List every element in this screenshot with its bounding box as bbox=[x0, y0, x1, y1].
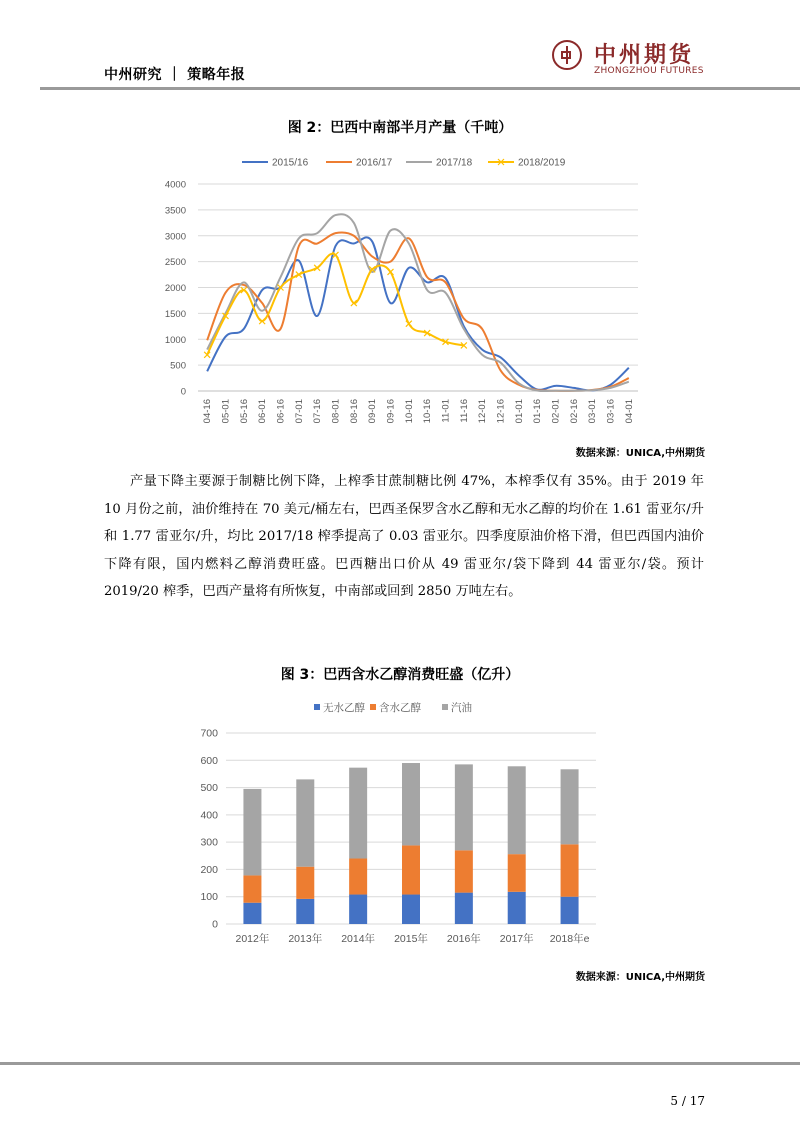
legend-swatch bbox=[370, 704, 376, 710]
bar-segment bbox=[349, 859, 367, 895]
x-tick-label: 01-01 bbox=[513, 399, 525, 424]
legend-label: 汽油 bbox=[451, 702, 472, 714]
y-tick-label: 100 bbox=[200, 891, 218, 904]
legend-label: 2017/18 bbox=[436, 157, 473, 169]
header-divider bbox=[40, 87, 800, 90]
y-tick-label: 2500 bbox=[164, 257, 186, 269]
y-tick-label: 1500 bbox=[164, 308, 186, 320]
x-tick-label: 09-01 bbox=[367, 399, 379, 424]
y-tick-label: 1000 bbox=[164, 334, 186, 346]
x-tick-label: 03-01 bbox=[587, 399, 599, 424]
bar-segment bbox=[402, 845, 420, 894]
x-tick-label: 11-01 bbox=[440, 399, 452, 423]
bar-segment bbox=[296, 899, 314, 924]
y-tick-label: 700 bbox=[200, 727, 218, 740]
bar-segment bbox=[455, 764, 473, 850]
legend-swatch bbox=[442, 704, 448, 710]
bar-segment bbox=[561, 897, 579, 924]
series-line bbox=[207, 214, 629, 391]
bar-segment bbox=[455, 850, 473, 892]
line-chart-brazil-production bbox=[150, 148, 650, 440]
x-tick-label: 12-01 bbox=[477, 399, 489, 424]
logo-chinese-text: 中州期货 bbox=[594, 43, 695, 68]
x-tick-label: 02-01 bbox=[550, 399, 562, 424]
y-tick-label: 300 bbox=[200, 836, 218, 849]
x-tick-label: 2013年 bbox=[288, 933, 323, 945]
y-tick-label: 200 bbox=[200, 863, 218, 876]
x-tick-label: 07-01 bbox=[293, 399, 305, 424]
x-tick-label: 2016年 bbox=[446, 933, 481, 945]
bar-segment bbox=[508, 892, 526, 924]
x-tick-label: 06-01 bbox=[257, 399, 269, 424]
zhongzhou-logo-icon bbox=[552, 40, 582, 70]
x-tick-label: 08-16 bbox=[348, 399, 360, 424]
x-tick-label: 04-16 bbox=[202, 399, 214, 424]
bar-segment bbox=[243, 875, 261, 902]
series-line bbox=[207, 237, 629, 390]
x-tick-label: 12-16 bbox=[495, 399, 507, 424]
legend-label: 无水乙醇 bbox=[323, 702, 365, 714]
legend-label: 2015/16 bbox=[272, 157, 309, 169]
footer-divider bbox=[0, 1062, 800, 1065]
x-tick-label: 09-16 bbox=[385, 399, 397, 424]
company-logo bbox=[552, 38, 732, 78]
bar-segment bbox=[349, 895, 367, 924]
x-tick-label: 07-16 bbox=[312, 399, 324, 424]
bar-segment bbox=[508, 766, 526, 854]
legend-label: 含水乙醇 bbox=[379, 702, 421, 714]
legend-label: 2018/2019 bbox=[518, 157, 566, 169]
bar-segment bbox=[402, 763, 420, 845]
figure-2-title: 图 2：巴西中南部半月产量（千吨） bbox=[287, 120, 513, 136]
report-header-title: 中州研究 ｜ 策略年报 bbox=[104, 67, 246, 83]
bar-segment bbox=[296, 867, 314, 899]
x-tick-label: 2018年e bbox=[549, 933, 590, 945]
figure-3-title: 图 3：巴西含水乙醇消费旺盛（亿升） bbox=[280, 667, 520, 683]
x-tick-label: 11-16 bbox=[458, 399, 470, 423]
x-tick-label: 02-16 bbox=[568, 399, 580, 424]
bar-segment bbox=[561, 769, 579, 844]
y-tick-label: 4000 bbox=[164, 179, 186, 191]
y-tick-label: 0 bbox=[180, 386, 186, 398]
y-tick-label: 600 bbox=[200, 754, 218, 767]
y-tick-label: 3000 bbox=[164, 231, 186, 243]
figure-2-source: 数据来源：UNICA,中州期货 bbox=[575, 448, 705, 459]
bar-segment bbox=[402, 895, 420, 924]
legend-label: 2016/17 bbox=[356, 157, 393, 169]
x-tick-label: 2014年 bbox=[341, 933, 376, 945]
paragraph-text: 产量下降主要源于制糖比例下降，上榨季甘蔗制糖比例 47%，本榨季仅有 35%。由于 2019 年 10 月份之前，油价维持在 70 美元/桶左右，巴西圣保罗含水乙醇和无水乙醇的均价在 1.61 雷亚尔/升和 1.77 雷亚尔/升，均比 2017/18 榨季提高了 0.03 雷亚尔。四季度原油价格下滑，但巴西国内油价下降有限，国内燃料乙醇消费旺盛。巴西糖出口价从 49 雷亚尔/袋下降到 44 雷亚尔/袋。预计 2019/20 榨季，巴西产量将有所恢复，中南部或回到 2850 万吨左右。 bbox=[104, 474, 704, 600]
page-number: 5 / 17 bbox=[670, 1094, 705, 1108]
figure-3-source: 数据来源：UNICA,中州期货 bbox=[575, 972, 705, 983]
y-tick-label: 500 bbox=[170, 360, 186, 372]
x-tick-label: 2015年 bbox=[394, 933, 428, 945]
bar-segment bbox=[455, 893, 473, 924]
x-tick-label: 06-16 bbox=[275, 399, 287, 424]
y-tick-label: 0 bbox=[212, 918, 218, 931]
bar-segment bbox=[349, 768, 367, 859]
stacked-bar-chart-ethanol-consumption bbox=[190, 696, 610, 956]
x-tick-label: 01-16 bbox=[532, 399, 544, 424]
x-tick-label: 05-16 bbox=[238, 399, 250, 424]
bar-segment bbox=[561, 844, 579, 896]
x-tick-label: 05-01 bbox=[220, 399, 232, 424]
x-tick-label: 10-16 bbox=[422, 399, 434, 424]
x-tick-label: 2012年 bbox=[235, 933, 270, 945]
x-tick-label: 10-01 bbox=[403, 399, 415, 424]
x-tick-label: 2017年 bbox=[499, 933, 534, 945]
y-tick-label: 3500 bbox=[164, 205, 186, 217]
data-point bbox=[388, 269, 394, 275]
x-tick-label: 04-01 bbox=[623, 399, 635, 424]
bar-segment bbox=[508, 854, 526, 892]
y-tick-label: 400 bbox=[200, 809, 218, 822]
bar-segment bbox=[243, 903, 261, 924]
bar-segment bbox=[296, 779, 314, 866]
legend-swatch bbox=[314, 704, 320, 710]
body-paragraph bbox=[104, 468, 704, 606]
x-tick-label: 08-01 bbox=[330, 399, 342, 424]
bar-segment bbox=[243, 789, 261, 875]
logo-english-text: ZHONGZHOU FUTURES bbox=[594, 66, 704, 76]
x-tick-label: 03-16 bbox=[605, 399, 617, 424]
y-tick-label: 2000 bbox=[164, 283, 186, 294]
y-tick-label: 500 bbox=[200, 782, 218, 795]
